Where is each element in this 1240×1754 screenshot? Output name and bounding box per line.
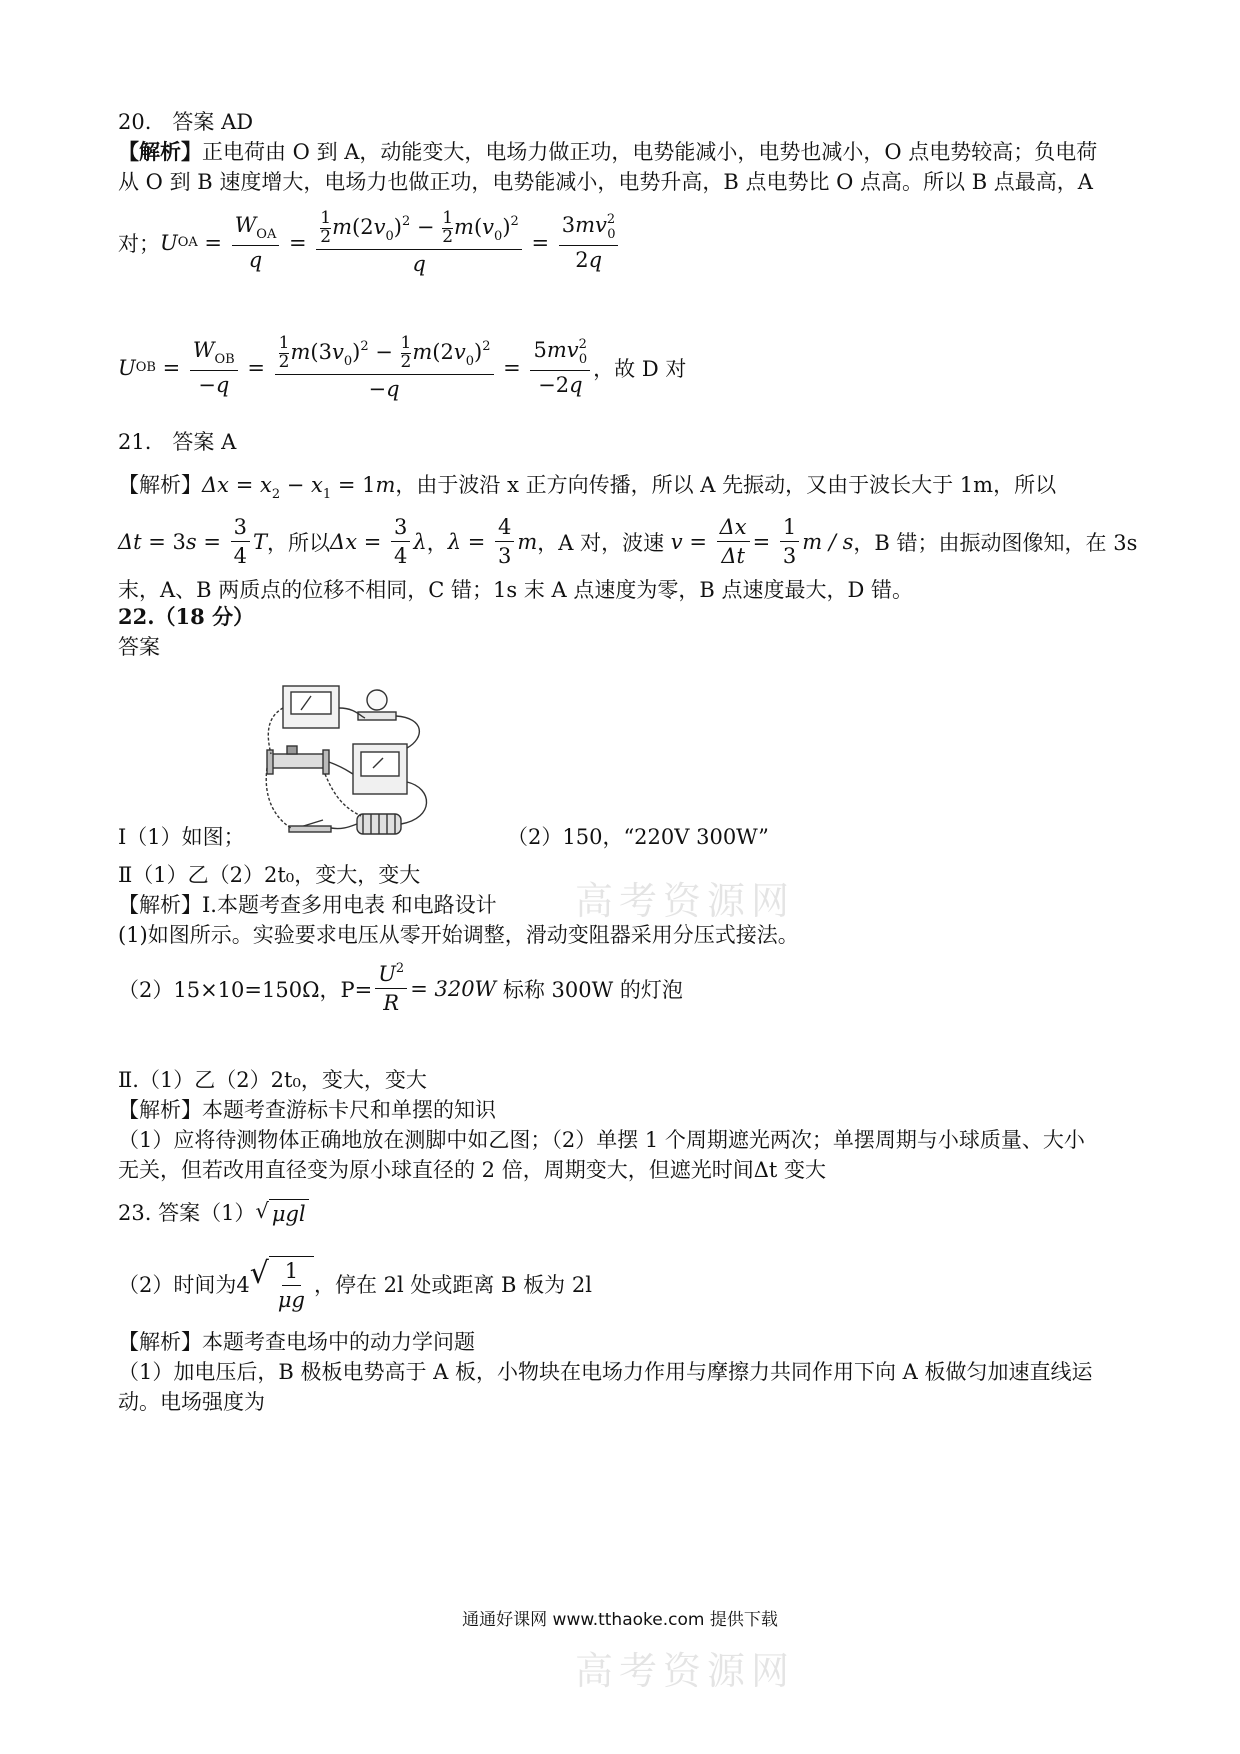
- q23-analysis-2: （1）加电压后，B 极板电势高于 A 板，小物块在电场力作用与摩擦力共同作用下向 A 板做匀加速直线运: [118, 1360, 1093, 1384]
- q20-heading: 20. 答案 AD: [118, 110, 254, 134]
- q21-tag: 【解析】: [118, 473, 202, 497]
- q22-part1-left: Ⅰ（1）如图；: [118, 825, 245, 849]
- analysis-tag: 【解析】: [118, 139, 202, 164]
- q20-equation-uob: U OB = $\frac{W_{OB}}{-q}$ = $\frac{1}{2}$ $m(3v_0)^2$ − $\frac{1}{2}$ $m(2v_0)^2$ −q = $\frac{5mv^2_0}{-2q}$ ，故 D 对: [118, 333, 687, 401]
- q21-line2: Δt = 3 s = $\frac{3}{4}$ T ，所以 Δx = $\frac{3}{4}$ λ ， λ = $\frac{4}{3}$ m ，A 对，波速 v = $\frac{\Delta x}{\Delta t}$ = $\frac{1}{3}$ m / s ，B 错；由振动图像知，在 3s: [118, 515, 1138, 569]
- q22-analysis-3: （2）15×10=150Ω，P= $\frac{U^2}{R}$ = 320W 标称 300W 的灯泡: [118, 961, 683, 1016]
- watermark-bottom: 高考资源网: [575, 1649, 796, 1693]
- q20-equation-uoa: 对； U OA = $\frac{W_{OA}}{q}$ = $\frac{1}{2}$ $m(2v_0)^2$ − $\frac{1}{2}$ $m(v_0)^2$ q = $\frac{3mv^2_0}{2q}$: [118, 210, 621, 276]
- q23-analysis-1: 【解析】本题考查电场中的动力学问题: [118, 1330, 475, 1354]
- q20-analysis-line2: 从 O 到 B 速度增大，电场力也做正功，电势能减小，电势升高，B 点电势比 O 点高。所以 B 点最高，A: [118, 170, 1093, 194]
- page-footer: 通通好课网 www.tthaoke.com 提供下载: [462, 1610, 778, 1630]
- q21-line3: 末，A、B 两质点的位移不相同，C 错；1s 末 A 点速度为零，B 点速度最大，D 错。: [118, 578, 913, 602]
- q22-power-value: = 320W: [410, 976, 497, 1001]
- q22-analysis-4: 【解析】本题考查游标卡尺和单摆的知识: [118, 1098, 496, 1122]
- q21-heading: 21. 答案 A: [118, 430, 237, 454]
- q20-text-1: 正电荷由 O 到 A，动能变大，电场力做正功，电势能减小，电势也减小，O 点电势较高；负电荷: [202, 140, 1098, 164]
- q22-answer-label: 答案: [118, 635, 160, 659]
- q22-part2: Ⅱ（1）乙（2）2t₀，变大，变大: [118, 863, 421, 887]
- q22-analysis-1: 【解析】Ⅰ.本题考查多用电表 和电路设计: [118, 893, 497, 917]
- q23-heading-text: 23. 答案（1）: [118, 1201, 256, 1225]
- q23-analysis-3: 动。电场强度为: [118, 1390, 265, 1414]
- q22-analysis-6: 无关，但若改用直径变为原小球直径的 2 倍，周期变大，但遮光时间Δt 变大: [118, 1158, 826, 1182]
- q23-heading: [118, 1197, 309, 1227]
- q21-text-2b: ，A 对，波速: [537, 530, 665, 555]
- q22-part1-right: （2）150，“220V 300W”: [507, 825, 769, 849]
- q23-time-prefix: （2）时间为4: [118, 1273, 250, 1298]
- eq1-prefix: 对；: [118, 231, 160, 256]
- q22-heading: 22.（18 分）: [118, 604, 255, 629]
- q22-analysis-5: （1）应将待测物体正确地放在测脚中如乙图；（2）单摆 1 个周期遮光两次；单摆周期与小球质量、大小: [118, 1128, 1085, 1152]
- q23-sqrt-time: √ $\frac{1}{\mu g}$: [250, 1256, 314, 1312]
- eq2-suffix: ，故 D 对: [593, 356, 687, 381]
- q22-power-suffix: 标称 300W 的灯泡: [502, 977, 683, 1002]
- watermark: 高考资源网: [575, 879, 796, 923]
- q20-analysis-line1: [118, 137, 1097, 167]
- q23-sqrt-answer: √ μgl: [255, 1199, 308, 1226]
- q23-time-suffix: ，停在 2l 处或距离 B 板为 2l: [313, 1273, 592, 1298]
- q22-power-prefix: （2）15×10=150Ω，P=: [118, 977, 373, 1002]
- q22-analysis-2: (1)如图所示。实验要求电压从零开始调整，滑动变阻器采用分压式接法。: [118, 923, 799, 947]
- q21-text-2c: ，B 错；由振动图像知，在 3s: [853, 530, 1138, 555]
- q21-line1: 【解析】$\Delta x = x_2 - x_1 = 1m$，由于波沿 x 正方向传播，所以 A 先振动，又由于波长大于 1m，所以: [118, 473, 1057, 502]
- q22-part2b: Ⅱ.（1）乙（2）2t₀，变大，变大: [118, 1068, 427, 1092]
- circuit-diagram: [265, 678, 490, 838]
- q21-text-1: ，由于波沿 x 正方向传播，所以 A 先振动，又由于波长大于 1m，所以: [395, 473, 1057, 497]
- q21-text-2a: ，所以: [267, 530, 331, 555]
- q23-line2: [118, 1256, 592, 1312]
